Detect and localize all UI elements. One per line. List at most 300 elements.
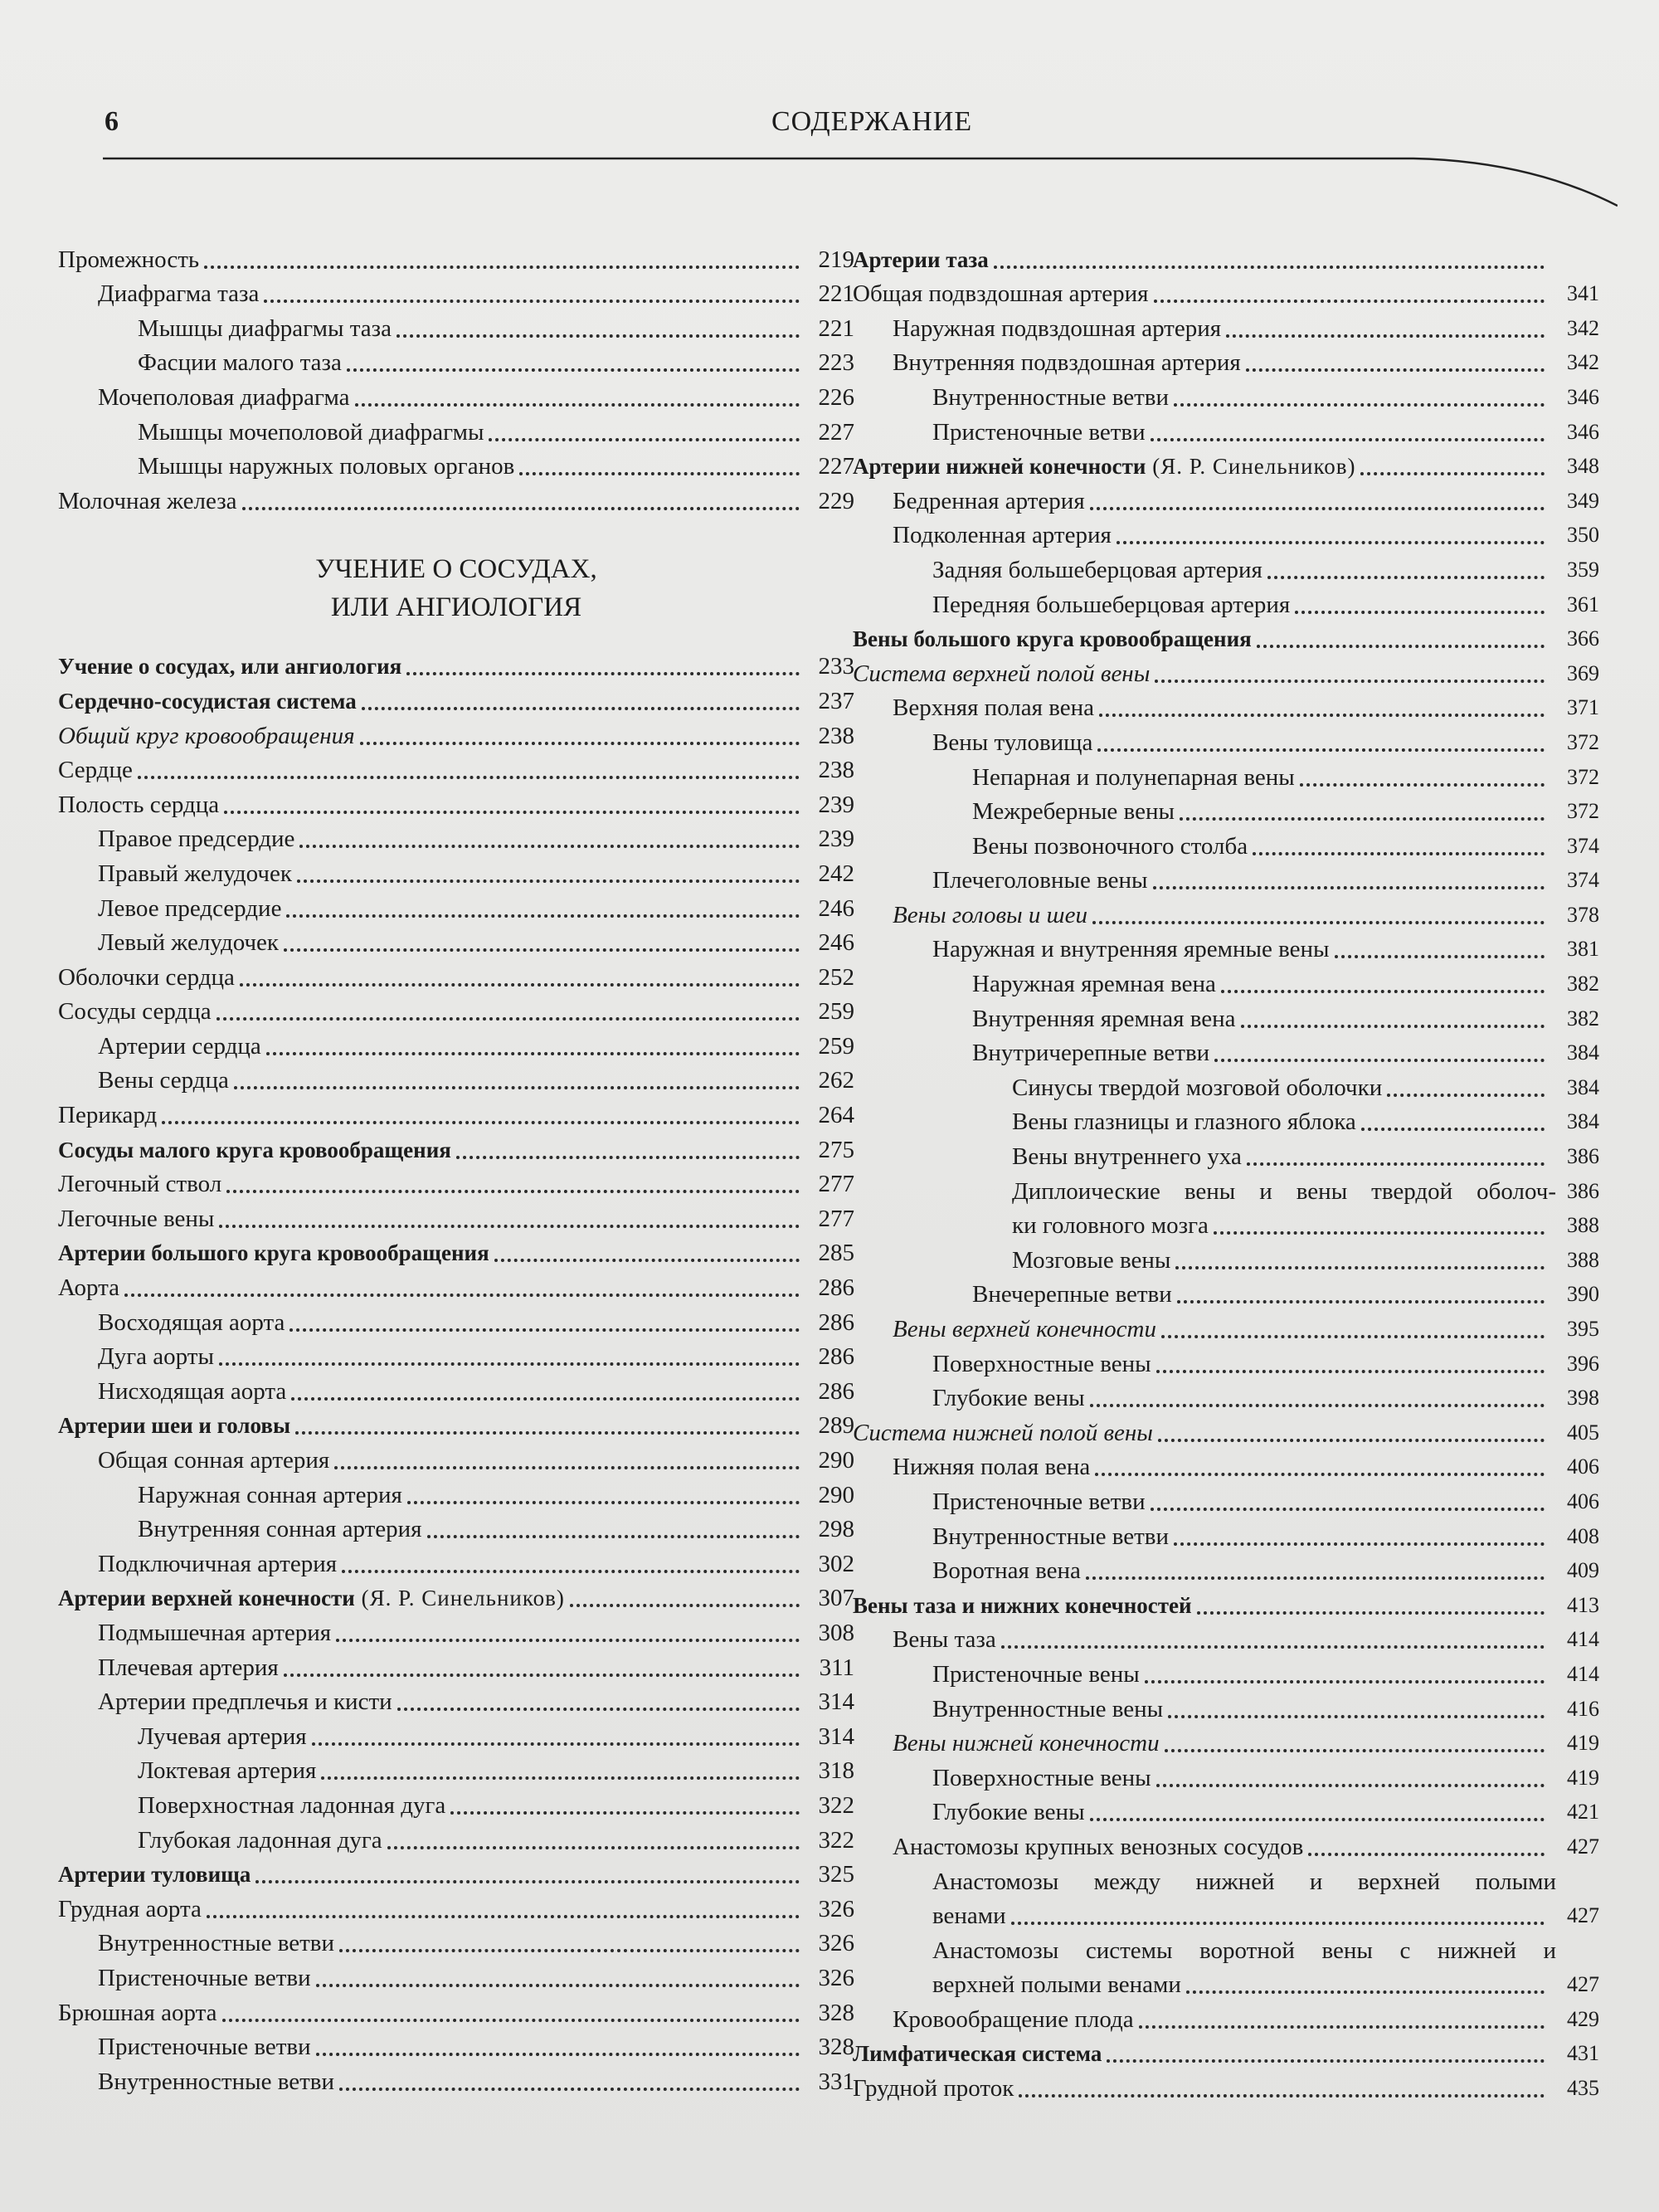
toc-entry-page: 427 [1567,1834,1599,1859]
toc-entry-page: 326 [818,1895,854,1922]
toc-entry [853,1896,1599,1931]
dot-leader [570,1603,800,1607]
toc-entry-page: 386 [1567,1144,1599,1169]
dot-leader [138,775,800,779]
toc-entry [58,2027,854,2062]
toc-entry-title-text: Лимфатическая система [853,2041,1102,2067]
toc-entry-title-text: Поверхностная ладонная дуга [138,1791,446,1819]
toc-entry-page: 290 [818,1447,854,1474]
toc-entry-title [58,1274,119,1302]
toc-entry-title [893,1315,1156,1343]
toc-entry-author: (Я. Р. Синельников) [354,1586,565,1611]
dot-leader [347,368,800,372]
toc-entry [58,308,854,343]
toc-entry [58,1302,854,1337]
toc-entry-title [138,314,392,343]
dot-leader [1247,1162,1545,1166]
toc-entry-title-text: Артерии таза [853,246,989,272]
dot-leader [1090,1403,1545,1407]
toc-entry-title [58,997,212,1026]
toc-entry-page: 314 [818,1722,854,1750]
dot-leader [1153,885,1545,889]
toc-entry-title [932,383,1169,412]
dot-leader [1387,1093,1545,1097]
toc-entry [853,1620,1599,1654]
toc-entry-title [932,1350,1151,1378]
toc-entry-title [932,1695,1163,1723]
dot-leader [397,334,800,338]
toc-entry-page: 346 [1567,419,1599,444]
toc-entry [58,1682,854,1717]
toc-entry-title-text: Диафрагма таза [98,280,260,308]
dot-leader [1267,575,1545,579]
toc-entry-title-text: Вены таза [893,1626,996,1654]
toc-entry-title-text: Артерии нижней конечности [853,454,1146,480]
toc-entry-title [58,1205,214,1233]
toc-entry-title-text: Подключичная артерия [98,1550,338,1577]
toc-entry-title [98,1342,214,1371]
toc-entry-title-text: Перикард [58,1102,158,1129]
toc-entry-page: 419 [1567,1765,1599,1790]
toc-entry-title [932,1557,1081,1585]
section-heading-line-1: УЧЕНИЕ О СОСУДАХ, [315,553,597,584]
toc-entry-title [98,1619,331,1647]
toc-entry-title-text: Система верхней полой вены [853,660,1151,687]
toc-entry [853,377,1599,412]
dot-leader [1295,610,1545,614]
dot-leader [1155,679,1545,683]
toc-entry [853,619,1599,654]
toc-entry-title [932,1764,1151,1792]
toc-entry [853,1033,1599,1068]
toc-entry-title-text: Сосуды сердца [58,998,212,1026]
toc-entry-page: 409 [1567,1558,1599,1583]
toc-entry [853,1343,1599,1378]
toc-entry-title [138,1515,422,1543]
toc-entry [853,929,1599,964]
toc-entry-page: 406 [1567,1454,1599,1479]
toc-entry [853,1447,1599,1482]
toc-entry-title-text: Плечевая артерия [98,1654,279,1681]
toc-entry-title-text: Сердечно-сосудистая система [58,688,357,714]
toc-entry-title [853,1419,1153,1447]
dot-leader [1001,1644,1545,1649]
toc-entry-title [932,1384,1085,1412]
toc-entry-title [972,1005,1236,1033]
toc-entry [853,1654,1599,1688]
dot-leader [1241,1024,1545,1028]
toc-entry-page: 350 [1567,523,1599,548]
dot-leader [456,1155,800,1159]
toc-entry-page: 227 [818,453,854,480]
toc-entry-title [932,1902,1006,1930]
toc-entry-title-text: Учение о сосудах, или ангиология [58,654,402,680]
toc-entry-title-text: Правое предсердие [98,826,295,853]
toc-entry-title [1012,1211,1209,1240]
toc-entry-title-text: Вены нижней конечности [893,1730,1160,1757]
toc-entry-title-text: Наружная сонная артерия [138,1481,402,1508]
toc-entry-page: 429 [1567,2006,1599,2031]
toc-entry [853,1136,1599,1171]
toc-entry-title-text: Лучевая артерия [138,1722,307,1750]
toc-entry [853,308,1599,343]
toc-entry [58,646,854,681]
toc-entry-title-text: Локтевая артерия [138,1757,317,1785]
toc-entry-title-text: Межреберные вены [972,798,1175,826]
toc-list-main [58,646,854,2096]
toc-entry [58,853,854,888]
toc-entry [853,1826,1599,1861]
toc-entry-title [932,1798,1085,1826]
toc-entry [853,1688,1599,1723]
toc-entry-title [853,2039,1102,2068]
dot-leader [255,1879,800,1883]
toc-entry-title [98,280,259,308]
dot-leader [1097,748,1545,752]
toc-entry-title-text: Непарная и полунепарная вены [972,763,1295,791]
toc-entry-page: 435 [1567,2076,1599,2101]
toc-entry [853,1792,1599,1827]
toc-entry-title-text: Мышцы диафрагмы таза [138,314,392,342]
toc-entry-title [972,970,1216,998]
dot-leader [1174,402,1545,407]
toc-entry-title [893,348,1241,377]
toc-entry-title [98,1446,329,1474]
toc-entry-title [893,1833,1303,1861]
dot-leader [1335,954,1545,958]
toc-entry-title-text: Вены сердца [98,1067,229,1094]
dot-leader [284,1673,800,1677]
toc-entry [58,1785,854,1820]
toc-entry-page: 286 [818,1343,854,1371]
toc-entry-title-text: Общая сонная артерия [98,1447,330,1474]
toc-entry-page: 286 [818,1377,854,1405]
toc-entry-page: 371 [1567,695,1599,720]
page-number: 6 [105,106,119,137]
toc-entry-page: 227 [818,418,854,446]
dot-leader [266,1051,800,1055]
toc-entry [853,1171,1599,1206]
section-heading [58,550,854,626]
toc-entry-title-text: Внечерепные ветви [972,1281,1172,1308]
toc-entry-page: 374 [1567,833,1599,858]
toc-list-top [58,239,854,515]
toc-entry [58,1647,854,1682]
toc-entry [58,923,854,957]
toc-entry-title-text: Пристеночные ветви [98,1964,311,1991]
toc-entry [853,1067,1599,1102]
dot-leader [1156,1783,1545,1787]
section-heading-line-2: ИЛИ АНГИОЛОГИЯ [330,592,582,622]
toc-entry-title-text: венами [932,1903,1006,1930]
toc-entry-title-text: Наружная яремная вена [972,971,1216,998]
toc-entry [853,1551,1599,1586]
toc-entry-title-text: Синусы твердой мозговой оболочки [1012,1074,1383,1101]
dot-leader [219,1224,800,1228]
toc-entry-page: 219 [818,246,854,273]
dot-leader [494,1258,800,1262]
toc-entry-title-text: Вены верхней конечности [893,1316,1156,1342]
toc-entry-title [893,1453,1090,1481]
toc-entry-title [893,901,1087,929]
toc-entry-page: 406 [1567,1488,1599,1513]
toc-entry-title [893,1625,996,1654]
toc-entry [58,1509,854,1544]
toc-entry-title-text: Кровообращение плода [893,2005,1134,2033]
toc-entry-title [98,2033,311,2061]
toc-entry-page: 311 [819,1654,854,1681]
dot-leader [334,1465,800,1469]
dot-leader [994,265,1545,269]
toc-entry-page: 290 [818,1481,854,1508]
toc-entry [58,1406,854,1440]
dot-leader [321,1776,800,1780]
toc-entry [58,750,854,785]
toc-entry-page: 374 [1567,868,1599,893]
toc-entry-title [58,1170,221,1198]
toc-entry-page: 246 [818,894,854,922]
toc-entry-title [58,1101,157,1129]
toc-entry [853,239,1599,274]
page-title: СОДЕРЖАНИЕ [771,106,973,137]
toc-entry [853,1240,1599,1274]
toc-entry-title [98,1654,279,1682]
dot-leader [489,437,800,441]
toc-entry-page: 298 [818,1516,854,1543]
toc-entry-page: 378 [1567,902,1599,927]
toc-entry [58,1371,854,1406]
toc-entry-page: 307 [818,1585,854,1612]
toc-entry [58,1612,854,1647]
toc-entry-page: 349 [1567,488,1599,513]
toc-entry-page: 229 [818,487,854,514]
toc-entry-page: 413 [1567,1592,1599,1617]
toc-entry-title-text: Пристеночные ветви [932,1488,1146,1515]
dot-leader [339,1948,800,1952]
toc-entry-title-text: ки головного мозга [1012,1212,1209,1240]
toc-entry-title [98,894,281,923]
toc-entry-title-text: Внутренняя сонная артерия [138,1516,422,1543]
dot-leader [336,1638,800,1642]
dot-leader [1308,1852,1545,1856]
toc-entry-title [58,963,235,992]
toc-entry-page: 322 [818,1791,854,1819]
toc-entry-title-text: Артерии предплечья и кисти [98,1688,392,1716]
toc-entry [58,888,854,923]
toc-entry [58,1440,854,1474]
toc-entry [853,584,1599,619]
toc-entry-title-text: Сосуды малого круга кровообращения [58,1137,451,1162]
toc-entry-title [138,1756,316,1785]
toc-entry-title-text: Наружная подвздошная артерия [893,314,1222,342]
toc-entry-page: 396 [1567,1351,1599,1376]
toc-entry [58,1543,854,1578]
dot-leader [224,810,800,814]
toc-entry-title [58,1239,489,1267]
dot-leader [1226,334,1545,338]
dot-leader [1257,644,1545,648]
toc-entry-title [1012,1108,1356,1136]
toc-entry [853,480,1599,515]
toc-entry [853,2068,1599,2102]
dot-leader [1177,1299,1545,1303]
toc-entry [58,377,854,412]
toc-entry-page: 427 [1567,1972,1599,1997]
toc-entry-page: 381 [1567,937,1599,962]
dot-leader [1019,2093,1545,2098]
toc-entry-title [853,625,1252,653]
toc-entry-title-text: Поверхностные вены [932,1350,1151,1377]
dot-leader [1180,816,1545,821]
toc-entry-title-text: Анастомозы системы воротной вены с нижней и [932,1937,1556,1964]
toc-entry-title [58,487,237,515]
toc-entry-title [932,866,1148,894]
dot-leader [406,671,800,675]
toc-entry-title [893,487,1085,515]
dot-leader [291,1396,800,1401]
toc-entry-title [98,1377,286,1406]
toc-entry-page: 388 [1567,1247,1599,1272]
toc-entry-title [98,1550,337,1578]
toc-entry [58,680,854,715]
dot-leader [226,1189,800,1193]
dot-leader [362,706,800,710]
toc-entry [58,1267,854,1302]
dot-leader [339,2087,800,2091]
toc-entry-title-text: Глубокие вены [932,1799,1085,1826]
toc-entry-title [138,348,342,377]
toc-entry-title [853,660,1150,688]
toc-entry-page: 384 [1567,1109,1599,1134]
dot-leader [1361,1127,1545,1131]
toc-entry [853,1999,1599,2034]
toc-entry-page: 427 [1567,1903,1599,1928]
toc-entry-title-text: Артерии большого круга кровообращения [58,1240,489,1266]
toc-entry [58,1026,854,1060]
toc-entry-title-text: Вены позвоночного столба [972,832,1248,860]
dot-leader [519,471,800,475]
toc-entry [58,957,854,992]
toc-entry-title [138,1481,402,1509]
toc-entry-page: 277 [818,1171,854,1198]
toc-entry-page: 238 [818,757,854,784]
toc-entry-title [893,1729,1160,1757]
toc-entry-title [932,1868,1556,1896]
dot-leader [1246,368,1545,372]
toc-entry-page: 259 [818,998,854,1026]
dot-leader [297,879,800,883]
toc-entry-title [98,1929,334,1957]
toc-entry-page: 405 [1567,1420,1599,1445]
dot-leader [427,1534,800,1538]
dot-leader [1165,1748,1545,1752]
toc-entry-title-text: Мышцы наружных половых органов [138,453,515,480]
toc-entry [853,412,1599,446]
toc-entry [853,860,1599,895]
toc-entry-title-text: Восходящая аорта [98,1308,285,1336]
toc-entry-title-text: Вены туловища [932,728,1093,756]
dot-leader [1117,540,1545,544]
toc-entry-title [98,860,292,888]
dot-leader [1197,1610,1545,1615]
toc-entry-title-text: Верхняя полая вена [893,694,1095,722]
toc-entry-page: 246 [818,929,854,957]
dot-leader [219,1362,800,1366]
toc-entry-title [58,1860,251,1888]
dot-leader [1099,713,1545,717]
toc-entry [853,1516,1599,1551]
toc-entry-title-text: Пристеночные вены [932,1660,1140,1688]
dot-leader [1139,2024,1545,2029]
dot-leader [1090,1817,1545,1821]
dot-leader [450,1810,800,1815]
toc-entry-page: 366 [1567,626,1599,651]
toc-entry-page: 223 [818,349,854,377]
toc-entry-page: 237 [818,687,854,714]
toc-entry-page: 331 [818,2068,854,2095]
toc-entry-page: 275 [818,1136,854,1163]
toc-entry-page: 262 [818,1067,854,1094]
toc-entry-page: 342 [1567,315,1599,340]
toc-entry-title [58,791,219,819]
toc-entry-title [58,1999,217,2027]
toc-entry-title-text: Правый желудочек [98,860,292,887]
toc-entry-title-text: Вены большого круга кровообращения [853,626,1252,652]
dot-leader [1090,506,1545,510]
toc-entry-title-text: Легочный ствол [58,1171,222,1198]
toc-entry-title [138,452,514,480]
toc-entry-title-text: Мозговые вены [1012,1246,1171,1274]
dot-leader [1151,1507,1545,1511]
dot-leader [242,506,800,510]
toc-entry [58,1957,854,1992]
toc-entry-page: 398 [1567,1386,1599,1411]
toc-entry-title-text: Аорта [58,1274,119,1302]
toc-entry-title-text: Внутренностные ветви [932,1523,1169,1550]
toc-entry-page: 372 [1567,764,1599,789]
toc-entry-title-text: Пристеночные ветви [932,418,1146,446]
toc-entry-title-text: Пристеночные ветви [98,2034,311,2061]
toc-entry-title [98,1308,285,1337]
dot-leader [1095,1472,1545,1476]
toc-entry-title-text: Молочная железа [58,487,237,514]
toc-entry-title-text: Артерии верхней конечности [58,1586,355,1611]
toc-entry-page: 289 [818,1412,854,1440]
toc-entry-title-text: Диплоические вены и вены твердой оболоч- [1012,1177,1556,1205]
dot-leader [1011,1921,1545,1925]
toc-entry-title [853,246,989,274]
toc-entry-title-text: Артерии сердца [98,1032,261,1060]
toc-entry-title-text: Фасции малого таза [138,349,342,377]
toc-entry [58,715,854,750]
toc-entry [853,1481,1599,1516]
dot-leader [289,1328,800,1332]
dot-leader [162,1120,800,1124]
toc-entry-title-text: Подколенная артерия [893,522,1112,549]
toc-entry [853,1412,1599,1447]
dot-leader [1158,1438,1545,1442]
toc-entry-page: 286 [818,1274,854,1302]
toc-entry-title [138,1826,382,1854]
dot-leader [1086,1576,1545,1580]
toc-entry-title-text: Мышцы мочеполовой диафрагмы [138,418,484,446]
toc-entry-page: 348 [1567,454,1599,479]
toc-entry-title-text: Внутренностные ветви [98,2068,334,2095]
toc-entry-title-text: Вены таза и нижних конечностей [853,1592,1192,1618]
toc-entry-title [972,797,1175,826]
dot-leader [299,844,800,848]
toc-entry [58,446,854,481]
